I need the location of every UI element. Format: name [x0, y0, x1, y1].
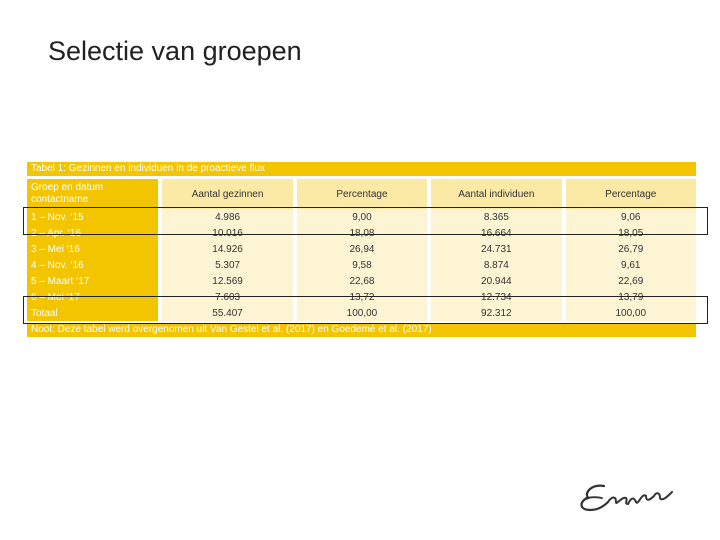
row-value-cell: 8.874: [431, 257, 561, 273]
row-label-cell: 1 – Nov. ‘15: [27, 209, 158, 225]
row-value-cell: 13,72: [297, 289, 427, 305]
header-group: Groep en datum contactname: [27, 179, 158, 209]
row-value-cell: 10.016: [162, 225, 292, 241]
row-value-cell: 8.365: [431, 209, 561, 225]
row-value-cell: 100,00: [297, 305, 427, 321]
header-percentage-individuals: Percentage: [566, 179, 696, 209]
table-row: [27, 257, 696, 273]
erasmus-signature-logo-icon: [574, 478, 684, 518]
header-individuals: Aantal individuen: [431, 179, 561, 209]
slide-title: Selectie van groepen: [48, 36, 302, 66]
row-value-cell: 18,08: [297, 225, 427, 241]
row-value-cell: 18,05: [566, 225, 696, 241]
row-value-cell: 92.312: [431, 305, 561, 321]
row-value-cell: 16.664: [431, 225, 561, 241]
highlight-box-row-6: [23, 296, 708, 324]
row-label-cell: Totaal: [27, 305, 158, 321]
row-value-cell: 4.986: [162, 209, 292, 225]
row-label-cell: 4 – Nov. ‘16: [27, 257, 158, 273]
header-families: Aantal gezinnen: [162, 179, 292, 209]
row-label-cell: 3 – Mei ‘16: [27, 241, 158, 257]
row-value-cell: 5.307: [162, 257, 292, 273]
row-value-cell: 100,00: [566, 305, 696, 321]
row-value-cell: 7.603: [162, 289, 292, 305]
table-caption: Tabel 1: Gezinnen en individuen in de proactieve flux: [27, 162, 696, 176]
row-value-cell: 9,00: [297, 209, 427, 225]
table-row: [27, 241, 696, 257]
row-value-cell: 9,06: [566, 209, 696, 225]
header-percentage-families: Percentage: [297, 179, 427, 209]
row-value-cell: 20.944: [431, 273, 561, 289]
highlight-box-row-1: [23, 207, 708, 235]
table-note: Noot: Deze tabel werd overgenomen uit Van Gestel et al. (2017) en Goedemé et al. (2017): [27, 323, 696, 337]
row-value-cell: 24.731: [431, 241, 561, 257]
table-row: [27, 273, 696, 289]
row-value-cell: 12.569: [162, 273, 292, 289]
row-label-cell: 2 – Apr. ‘16: [27, 225, 158, 241]
row-label-cell: 6 – Mei ‘17: [27, 289, 158, 305]
row-value-cell: 13,79: [566, 289, 696, 305]
row-value-cell: 9,58: [297, 257, 427, 273]
row-value-cell: 26,79: [566, 241, 696, 257]
row-value-cell: 22,69: [566, 273, 696, 289]
row-value-cell: 26,94: [297, 241, 427, 257]
row-value-cell: 55.407: [162, 305, 292, 321]
row-value-cell: 9,61: [566, 257, 696, 273]
table-header-row: [27, 179, 696, 209]
row-value-cell: 12.734: [431, 289, 561, 305]
row-value-cell: 22,68: [297, 273, 427, 289]
row-value-cell: 14.926: [162, 241, 292, 257]
row-label-cell: 5 – Maart ‘17: [27, 273, 158, 289]
